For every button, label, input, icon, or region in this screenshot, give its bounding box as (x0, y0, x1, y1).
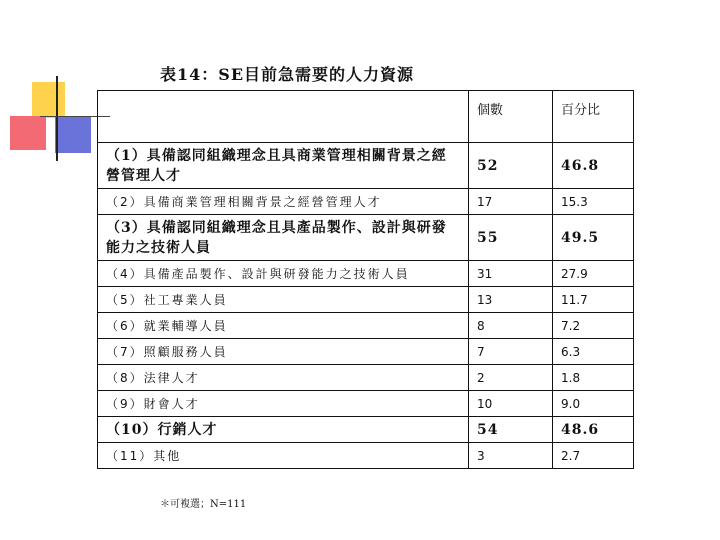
item-cell: （6）就業輔導人員 (98, 313, 469, 339)
item-cell: （11）其他 (98, 443, 469, 469)
percent-cell: 1.8 (553, 365, 634, 391)
percent-cell: 7.2 (553, 313, 634, 339)
table-row (98, 365, 634, 391)
percent-cell: 9.0 (553, 391, 634, 417)
resources-table (97, 90, 634, 469)
count-cell: 3 (469, 443, 553, 469)
percent-cell: 49.5 (553, 215, 634, 261)
decor-pink-square (10, 116, 46, 150)
item-cell: （7）照顧服務人員 (98, 339, 469, 365)
percent-cell: 46.8 (553, 143, 634, 189)
percent-cell: 15.3 (553, 189, 634, 215)
decor-yellow-square (32, 82, 65, 118)
table-row (98, 443, 634, 469)
header-percent: 百分比 (553, 91, 634, 143)
count-cell: 10 (469, 391, 553, 417)
count-cell: 54 (469, 417, 553, 443)
table-header-row (98, 91, 634, 143)
item-cell: （2）具備商業管理相關背景之經營管理人才 (98, 189, 469, 215)
count-cell: 55 (469, 215, 553, 261)
item-cell: （3）具備認同組織理念且具產品製作、設計與研發能力之技術人員 (98, 215, 469, 261)
percent-cell: 11.7 (553, 287, 634, 313)
table-row (98, 215, 634, 261)
header-item (98, 91, 469, 143)
count-cell: 52 (469, 143, 553, 189)
count-cell: 8 (469, 313, 553, 339)
table-row (98, 313, 634, 339)
item-cell: （8）法律人才 (98, 365, 469, 391)
table-row (98, 143, 634, 189)
count-cell: 2 (469, 365, 553, 391)
table-row (98, 261, 634, 287)
count-cell: 31 (469, 261, 553, 287)
table-row (98, 417, 634, 443)
footnote: ＊可複選；N=111 (160, 499, 247, 510)
percent-cell: 48.6 (553, 417, 634, 443)
percent-cell: 6.3 (553, 339, 634, 365)
decor-blue-square (55, 117, 91, 153)
item-cell: （4）具備產品製作、設計與研發能力之技術人員 (98, 261, 469, 287)
table-row (98, 189, 634, 215)
item-cell: （9）財會人才 (98, 391, 469, 417)
table-row (98, 391, 634, 417)
item-cell: （1）具備認同組織理念且具商業管理相關背景之經營管理人才 (98, 143, 469, 189)
table-row (98, 339, 634, 365)
decor-vertical-line (56, 76, 58, 161)
percent-cell: 27.9 (553, 261, 634, 287)
count-cell: 13 (469, 287, 553, 313)
item-cell: （5）社工專業人員 (98, 287, 469, 313)
header-count: 個數 (469, 91, 553, 143)
count-cell: 17 (469, 189, 553, 215)
item-cell: （10）行銷人才 (98, 417, 469, 443)
page-title: 表14：SE目前急需要的人力資源 (160, 65, 415, 84)
percent-cell: 2.7 (553, 443, 634, 469)
count-cell: 7 (469, 339, 553, 365)
table-row (98, 287, 634, 313)
